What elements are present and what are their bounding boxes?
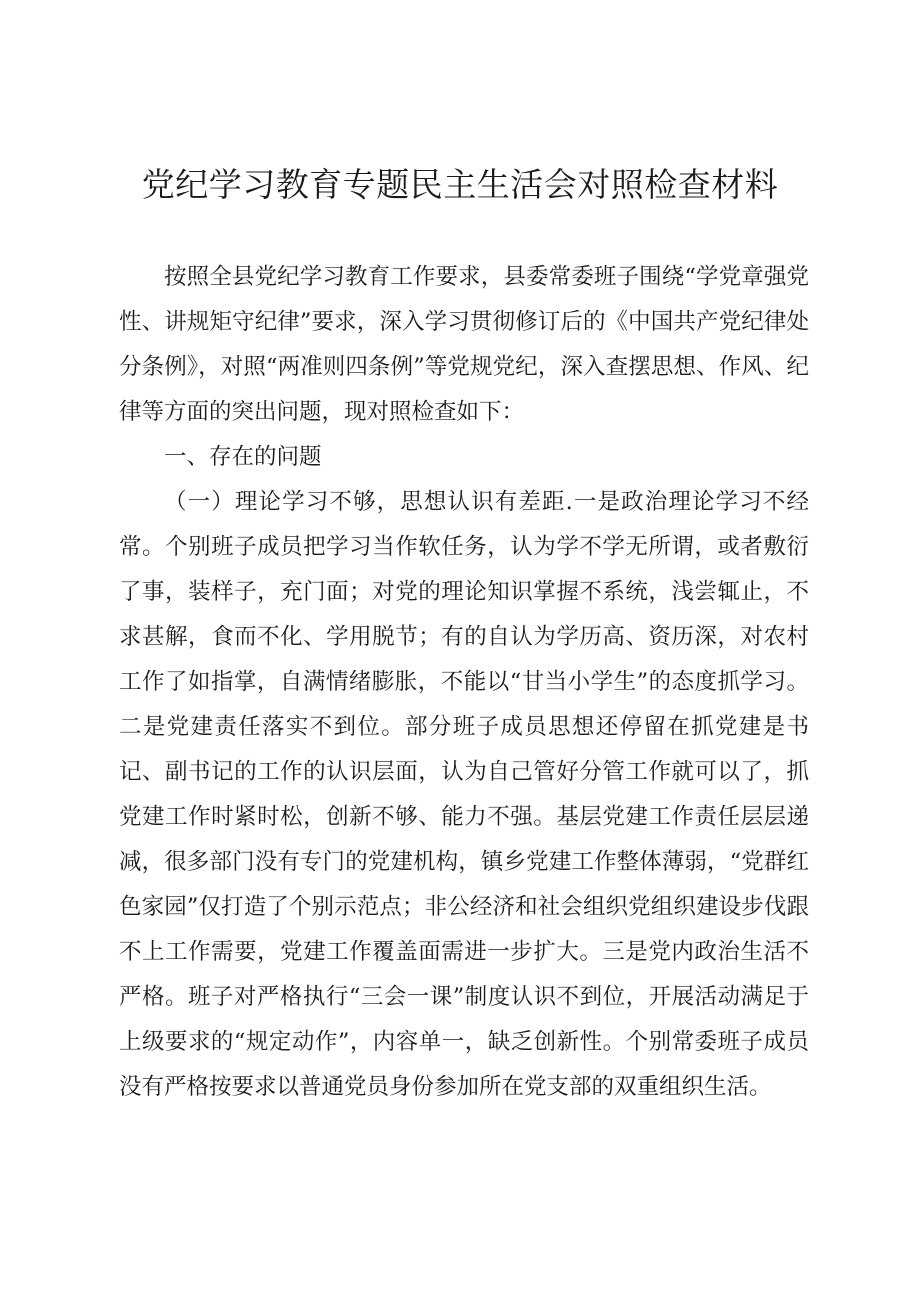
section-paragraph-theory-study: （一）理论学习不够，思想认识有差距.一是政治理论学习不经常。个别班子成员把学习当作软任务，认为学不学无所谓，或者敷衍了事，装样子，充门面；对党的理论知识掌握不系统，浅尝辄止，不求甚解，食而不化、学用脱节；有的自认为学历高、资历深，对农村工作了如指掌，自满情绪膨胀，不能以“甘当小学生”的态度抓学习。二是党建责任落实不到位。部分班子成员思想还停留在抓党建是书记、副书记的工作的认识层面，认为自己管好分管工作就可以了，抓党建工作时紧时松，创新不够、能力不强。基层党建工作责任层层递减，很多部门没有专门的党建机构，镇乡党建工作整体薄弱，“党群红色家园”仅打造了个别示范点；非公经济和社会组织党组织建设步伐跟不上工作需要，党建工作覆盖面需进一步扩大。三是党内政治生活不严格。班子对严格执行“三会一课”制度认识不到位，开展活动满足于上级要求的“规定动作”，内容单一，缺乏创新性。个别常委班子成员没有严格按要求以普通党员身份参加所在党支部的双重组织生活。 [119,489,809,1100]
document-title: 党纪学习教育专题民主生活会对照检查材料 [141,165,779,204]
section-heading-problems: 一、存在的问题 [164,444,322,470]
document-body [119,255,809,1110]
intro-paragraph: 按照全县党纪学习教育工作要求，县委常委班子围绕“学党章强党性、讲规矩守纪律”要求，深入学习贯彻修订后的《中国共产党纪律处分条例》，对照“两准则四条例”等党规党纪，深入查摆思想、作风、纪律等方面的突出问题，现对照检查如下： [119,264,809,425]
